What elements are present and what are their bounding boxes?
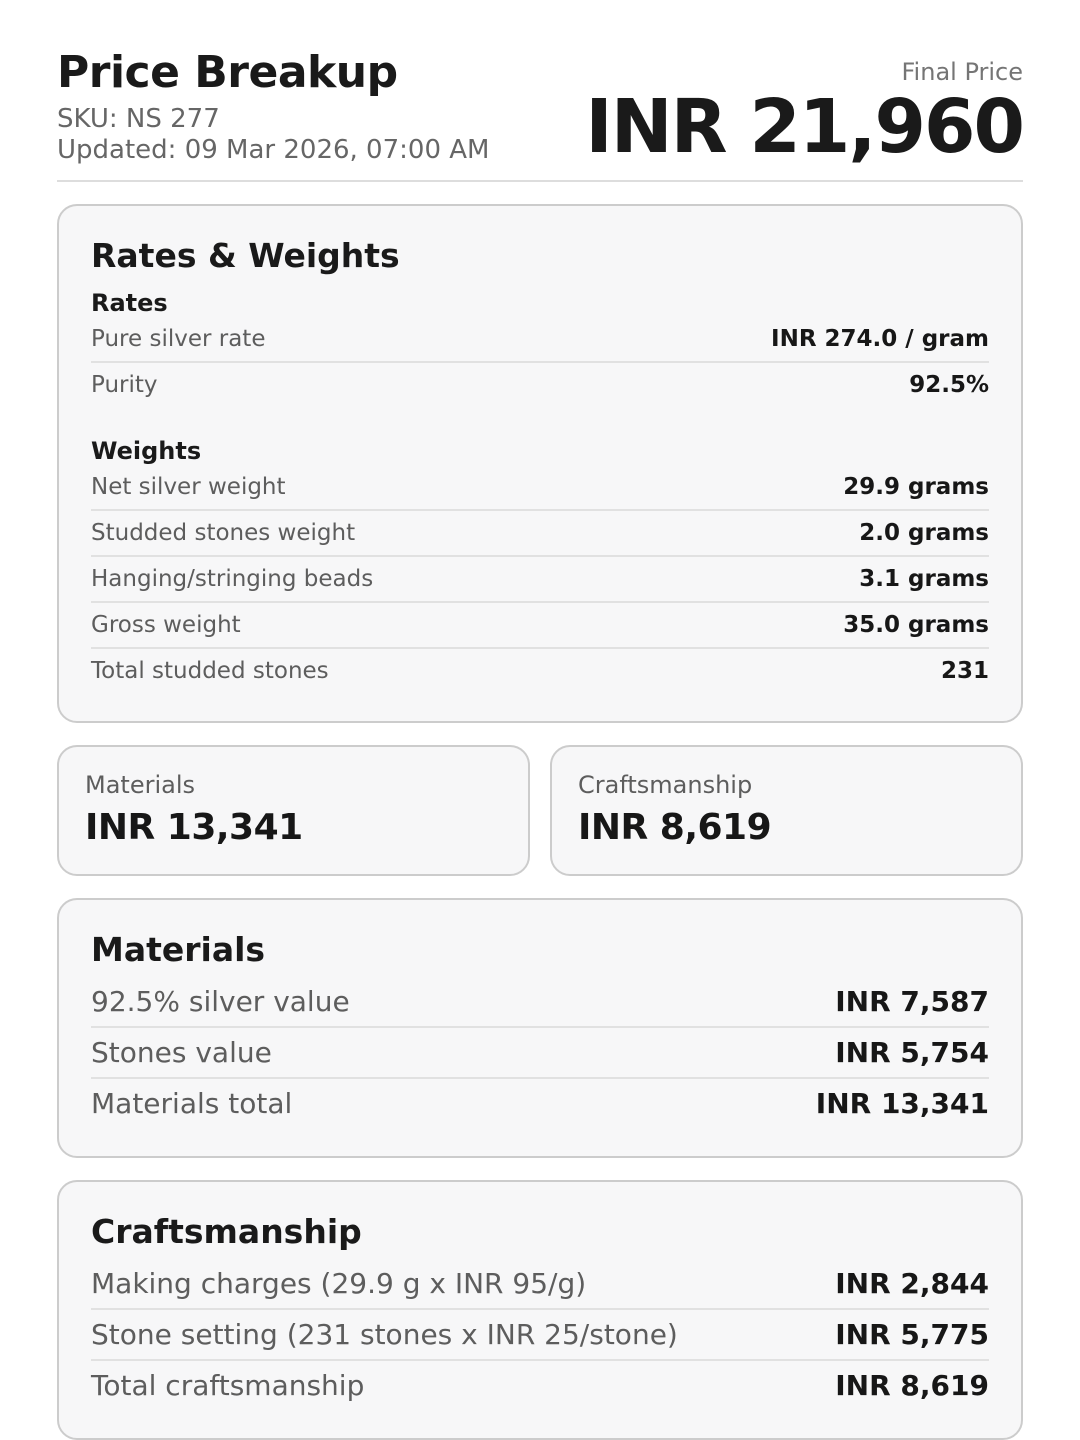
summary-cards — [57, 745, 1023, 876]
materials-rows — [91, 977, 989, 1128]
craftsmanship-rows — [91, 1259, 989, 1410]
header-subtitle — [57, 104, 585, 165]
craftsmanship-card — [57, 1180, 1023, 1440]
page-title: Price Breakup — [57, 47, 398, 98]
row-label: Studded stones weight — [91, 519, 356, 546]
craftsmanship-title: Craftsmanship — [91, 1211, 362, 1251]
table-row — [91, 465, 989, 511]
row-label: Total craftsmanship — [91, 1368, 365, 1402]
row-value: 92.5% — [909, 371, 989, 398]
table-row — [91, 1361, 989, 1410]
weights-group-title: Weights — [91, 436, 202, 465]
row-label: Stones value — [91, 1035, 272, 1069]
rates-weights-card — [57, 204, 1023, 723]
table-row — [91, 511, 989, 557]
table-row — [91, 1028, 989, 1079]
header-left — [57, 47, 585, 166]
summary-card-value: INR 13,341 — [85, 806, 303, 848]
row-value: 35.0 grams — [843, 611, 989, 638]
materials-title: Materials — [91, 929, 266, 969]
table-row — [91, 603, 989, 649]
table-row — [91, 557, 989, 603]
row-value: INR 8,619 — [835, 1368, 989, 1402]
row-label: Making charges (29.9 g x INR 95/g) — [91, 1266, 587, 1300]
materials-card — [57, 898, 1023, 1158]
final-price-label: Final Price — [901, 58, 1023, 86]
header-divider — [57, 180, 1023, 182]
table-row — [91, 1079, 989, 1128]
table-row — [91, 977, 989, 1028]
row-value: 29.9 grams — [843, 473, 989, 500]
row-value: INR 7,587 — [835, 984, 989, 1018]
row-value: 3.1 grams — [859, 565, 989, 592]
row-label: Gross weight — [91, 611, 241, 638]
table-row — [91, 649, 989, 693]
table-row — [91, 1310, 989, 1361]
rates-weights-title: Rates & Weights — [91, 235, 400, 275]
row-value: INR 5,754 — [835, 1035, 989, 1069]
page-header — [57, 47, 1023, 170]
row-value: INR 13,341 — [815, 1086, 989, 1120]
row-label: Hanging/stringing beads — [91, 565, 374, 592]
row-label: Pure silver rate — [91, 325, 266, 352]
table-row — [91, 1259, 989, 1310]
row-value: 2.0 grams — [859, 519, 989, 546]
row-label: Net silver weight — [91, 473, 286, 500]
row-value: INR 274.0 / gram — [771, 325, 989, 352]
materials-summary-card — [57, 745, 530, 876]
row-value: INR 2,844 — [835, 1266, 989, 1300]
craftsmanship-summary-card — [550, 745, 1023, 876]
summary-card-value: INR 8,619 — [578, 806, 772, 848]
row-value: INR 5,775 — [835, 1317, 989, 1351]
final-price-value: INR 21,960 — [585, 84, 1023, 170]
row-label: Stone setting (231 stones x INR 25/stone) — [91, 1317, 678, 1351]
row-label: Total studded stones — [91, 657, 329, 684]
rates-rows — [91, 317, 989, 407]
table-row — [91, 363, 989, 407]
table-row — [91, 317, 989, 363]
weights-rows — [91, 465, 989, 693]
sku-text: SKU: NS 277 — [57, 104, 220, 135]
row-label: 92.5% silver value — [91, 984, 350, 1018]
rates-group-title: Rates — [91, 288, 168, 317]
final-price-block — [585, 50, 1023, 170]
row-label: Materials total — [91, 1086, 293, 1120]
summary-card-label: Materials — [85, 770, 196, 799]
row-value: 231 — [940, 657, 989, 684]
updated-text: Updated: 09 Mar 2026, 07:00 AM — [57, 134, 490, 165]
summary-card-label: Craftsmanship — [578, 770, 753, 799]
row-label: Purity — [91, 371, 158, 398]
